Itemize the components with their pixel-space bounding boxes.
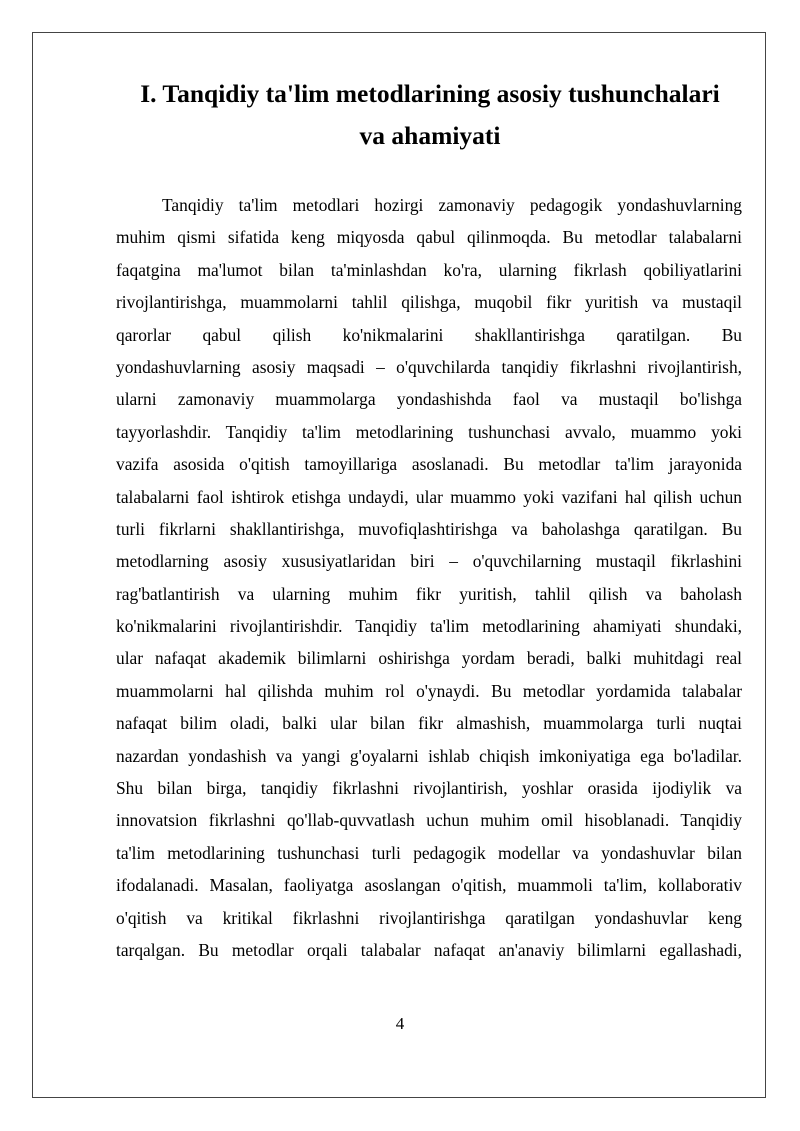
paragraph-line: faqatgina ma'lumot bilan ta'minlashdan ko'ra, ularning fikrlash qobiliyatlarini [116,259,742,280]
paragraph-line: yondashuvlarning asosiy maqsadi – o'quvchilarda tanqidiy fikrlashni rivojlantirish, [116,356,742,377]
paragraph-line: muhim qismi sifatida keng miqyosda qabul qilinmoqda. Bu metodlar talabalarni [116,227,742,248]
paragraph-line: rag'batlantirish va ularning muhim fikr yuritish, tahlil qilish va baholash [116,583,742,604]
paragraph-line: ular nafaqat akademik bilimlarni oshirishga yordam beradi, balki muhitdagi real [116,648,742,669]
page-number: 4 [395,1014,405,1033]
paragraph-line: muammolarni hal qilishda muhim rol o'ynaydi. Bu metodlar yordamida talabalar [116,680,742,701]
heading-line: va ahamiyati [359,121,501,150]
paragraph-line: ularni zamonaviy muammolarga yondashishda faol va mustaqil bo'lishga [116,389,742,410]
paragraph-line: qarorlar qabul qilish ko'nikmalarini shakllantirishga qaratilgan. Bu [116,324,742,345]
paragraph-line: vazifa asosida o'qitish tamoyillariga asoslanadi. Bu metodlar ta'lim jarayonida [116,454,742,475]
paragraph-line: Shu bilan birga, tanqidiy fikrlashni rivojlantirish, yoshlar orasida ijodiylik va [116,778,742,799]
heading-line: I. Tanqidiy ta'lim metodlarining asosiy tushunchalari [140,79,720,108]
paragraph-line: tarqalgan. Bu metodlar orqali talabalar nafaqat an'anaviy bilimlarni egallashadi, [116,939,742,960]
paragraph-line: rivojlantirishga, muammolarni tahlil qilishga, muqobil fikr yuritish va mustaqil [116,292,742,313]
paragraph-line: innovatsion fikrlashni qo'llab-quvvatlash uchun muhim omil hisoblanadi. Tanqidiy [116,810,742,831]
paragraph-line: talabalarni faol ishtirok etishga undaydi, ular muammo yoki vazifani hal qilish uchun [116,486,742,507]
paragraph-line: o'qitish va kritikal fikrlashni rivojlantirishga qaratilgan yondashuvlar keng [116,907,742,928]
paragraph-line: nazardan yondashish va yangi g'oyalarni ishlab chiqish imkoniyatiga ega bo'ladilar. [116,745,742,766]
paragraph-line: tayyorlashdir. Tanqidiy ta'lim metodlarining tushunchasi avvalo, muammo yoki [116,421,742,442]
paragraph-line: ta'lim metodlarining tushunchasi turli pedagogik modellar va yondashuvlar bilan [116,842,742,863]
section-heading [110,73,750,157]
paragraph-line: nafaqat bilim oladi, balki ular bilan fikr almashish, muammolarga turli nuqtai [116,713,742,734]
paragraph-line: Tanqidiy ta'lim metodlari hozirgi zamonaviy pedagogik yondashuvlarning [162,195,742,215]
body-paragraph [116,189,742,966]
paragraph-line: ifodalanadi. Masalan, faoliyatga asoslangan o'qitish, muammoli ta'lim, kollaborativ [116,875,742,896]
paragraph-line: metodlarning asosiy xususiyatlaridan biri – o'quvchilarning mustaqil fikrlashini [116,551,742,572]
paragraph-line: ko'nikmalarini rivojlantirishdir. Tanqidiy ta'lim metodlarining ahamiyati shundaki, [116,616,742,637]
paragraph-line: turli fikrlarni shakllantirishga, muvofiqlashtirishga va baholashga qaratilgan. Bu [116,518,742,539]
